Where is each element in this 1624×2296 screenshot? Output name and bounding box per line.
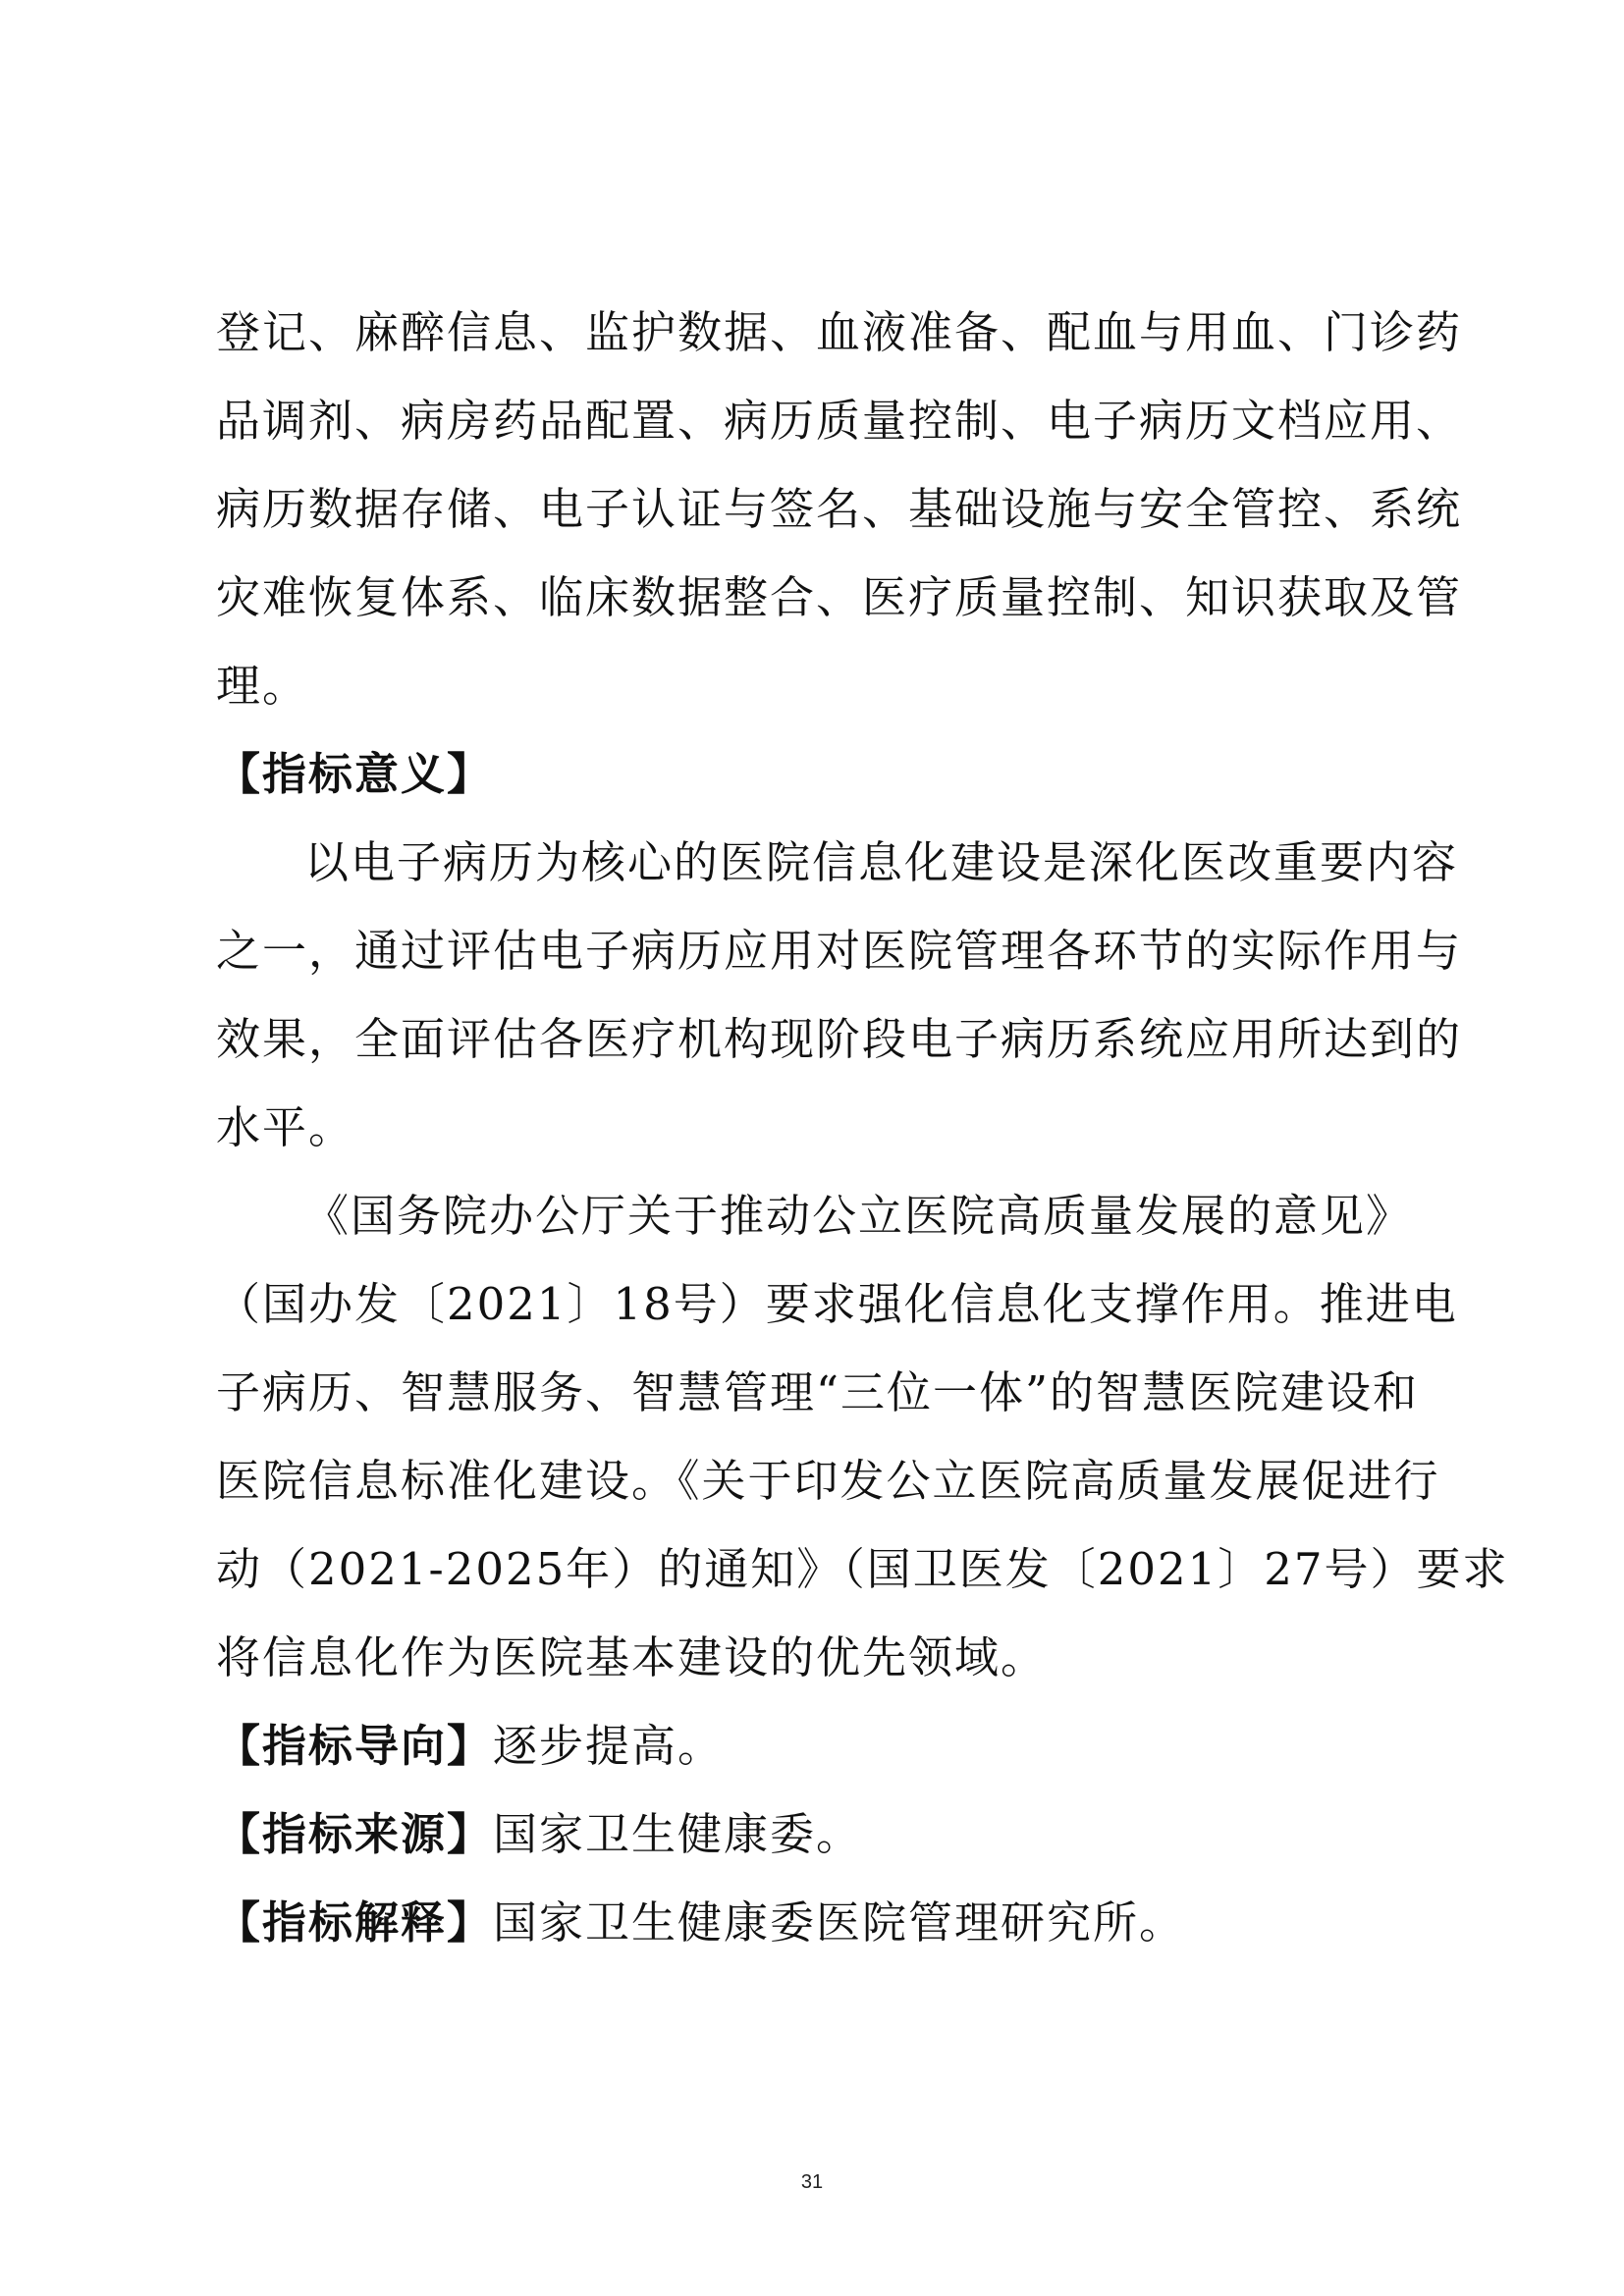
paragraph-continued [216,289,1463,730]
text-line: 理。 [216,660,309,712]
text-line: 效果，全面评估各医疗机构现阶段电子病历系统应用所达到的 [216,1013,1463,1065]
direction-row [216,1702,1406,1790]
page-number: 31 [800,2171,824,2193]
interpretation-text: 国家卫生健康委医院管理研究所。 [493,1896,1186,1949]
text-line: 以电子病历为核心的医院信息化建设是深化医改重要内容 [304,836,1459,888]
section-heading-meaning: 【指标意义】 [216,748,494,800]
text-line: 灾难恢复体系、临床数据整合、医疗质量控制、知识获取及管 [216,571,1463,623]
text-line: 《国务院办公厅关于推动公立医院高质量发展的意见》 [304,1190,1413,1242]
text-line: 动（2021-2025年）的通知》（国卫医发〔2021〕27号）要求 [216,1543,1509,1595]
text-line: 登记、麻醉信息、监护数据、血液准备、配血与用血、门诊药 [216,306,1463,358]
source-row [216,1790,1406,1879]
section-heading-direction: 【指标导向】 [216,1720,494,1772]
meaning-paragraph-2 [216,1172,1509,1702]
text-line: （国办发〔2021〕18号）要求强化信息化支撑作用。推进电 [216,1278,1458,1330]
source-text: 国家卫生健康委。 [493,1808,863,1860]
text-line: 品调剂、病房药品配置、病历质量控制、电子病历文档应用、 [216,395,1463,447]
meaning-paragraph-1 [216,819,1463,1172]
section-heading-interpretation: 【指标解释】 [216,1896,494,1949]
interpretation-row [216,1879,1406,1967]
text-line: 医院信息标准化建设。《关于印发公立医院高质量发展促进行 [216,1455,1440,1507]
text-line: 水平。 [216,1101,355,1153]
text-line: 病历数据存储、电子认证与签名、基础设施与安全管控、系统 [216,483,1463,535]
section-heading-source: 【指标来源】 [216,1808,494,1860]
direction-text: 逐步提高。 [493,1720,725,1772]
text-line: 将信息化作为医院基本建设的优先领域。 [216,1631,1048,1683]
text-line: 子病历、智慧服务、智慧管理“三位一体”的智慧医院建设和 [216,1366,1420,1418]
text-line: 之一，通过评估电子病历应用对医院管理各环节的实际作用与 [216,925,1463,977]
page-body [216,289,1509,1967]
